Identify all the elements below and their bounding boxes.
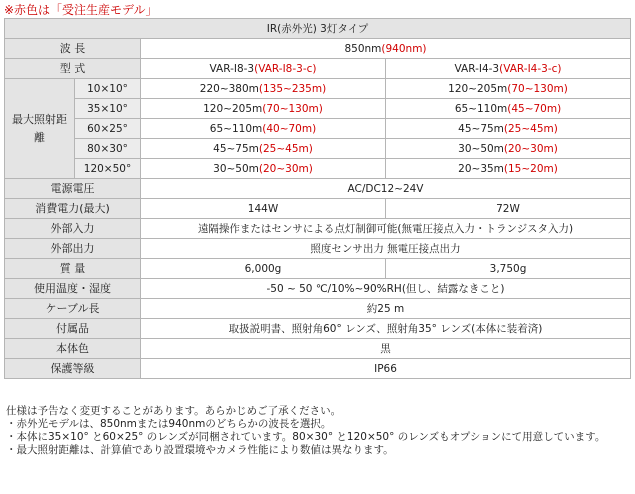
temp-label: 使用温度・湿度 bbox=[5, 279, 141, 299]
mass-label: 質 量 bbox=[5, 259, 141, 279]
distance-a: 65~110m(40~70m) bbox=[141, 119, 386, 139]
ext-input-value: 遠隔操作またはセンサによる点灯制御可能(無電圧接点入力・トランジスタ入力) bbox=[141, 219, 631, 239]
custom-order-note: ※赤色は「受注生産モデル」 bbox=[4, 3, 158, 17]
body-color-row bbox=[5, 339, 631, 359]
angle-label: 10×10° bbox=[75, 79, 141, 99]
power-a: 144W bbox=[141, 199, 386, 219]
distance-b: 65~110m(45~70m) bbox=[386, 99, 631, 119]
distance-label: 最大照射距離 bbox=[5, 79, 75, 179]
mass-b: 3,750g bbox=[386, 259, 631, 279]
footnotes bbox=[6, 405, 631, 457]
accessories-value: 取扱説明書、照射角60° レンズ、照射角35° レンズ(本体に装着済) bbox=[141, 319, 631, 339]
distance-a: 220~380m(135~235m) bbox=[141, 79, 386, 99]
temp-row bbox=[5, 279, 631, 299]
power-label: 消費電力(最大) bbox=[5, 199, 141, 219]
wavelength-row bbox=[5, 39, 631, 59]
voltage-row bbox=[5, 179, 631, 199]
ext-output-row bbox=[5, 239, 631, 259]
body-color-value: 黒 bbox=[141, 339, 631, 359]
protection-row bbox=[5, 359, 631, 379]
distance-row bbox=[5, 119, 631, 139]
body-color-label: 本体色 bbox=[5, 339, 141, 359]
distance-row bbox=[5, 139, 631, 159]
footnote: ・赤外光モデルは、850nmまたは940nmのどちらかの波長を選択。 bbox=[6, 418, 332, 430]
distance-a: 45~75m(25~45m) bbox=[141, 139, 386, 159]
distance-b: 30~50m(20~30m) bbox=[386, 139, 631, 159]
model-label: 型 式 bbox=[5, 59, 141, 79]
angle-label: 80×30° bbox=[75, 139, 141, 159]
footnote: ・最大照射距離は、計算値であり設置環境やカメラ性能により数値は異なります。 bbox=[6, 444, 394, 456]
distance-a: 30~50m(20~30m) bbox=[141, 159, 386, 179]
ext-input-row bbox=[5, 219, 631, 239]
distance-row bbox=[5, 159, 631, 179]
ext-output-label: 外部出力 bbox=[5, 239, 141, 259]
angle-label: 35×10° bbox=[75, 99, 141, 119]
table-header: IR(赤外光) 3灯タイプ bbox=[5, 19, 631, 39]
spec-table bbox=[4, 18, 631, 379]
distance-a: 120~205m(70~130m) bbox=[141, 99, 386, 119]
model-a: VAR-I8-3(VAR-I8-3-c) bbox=[141, 59, 386, 79]
power-row bbox=[5, 199, 631, 219]
mass-a: 6,000g bbox=[141, 259, 386, 279]
accessories-row bbox=[5, 319, 631, 339]
cable-row bbox=[5, 299, 631, 319]
protection-label: 保護等級 bbox=[5, 359, 141, 379]
protection-value: IP66 bbox=[141, 359, 631, 379]
angle-label: 60×25° bbox=[75, 119, 141, 139]
accessories-label: 付属品 bbox=[5, 319, 141, 339]
power-b: 72W bbox=[386, 199, 631, 219]
footnote: ・本体に35×10° と60×25° のレンズが同梱されています。80×30° と120×50° のレンズもオプションにて用意しています。 bbox=[6, 431, 606, 443]
footnote: 仕様は予告なく変更することがあります。あらかじめご了承ください。 bbox=[6, 405, 342, 417]
voltage-label: 電源電圧 bbox=[5, 179, 141, 199]
ext-output-value: 照度センサ出力 無電圧接点出力 bbox=[141, 239, 631, 259]
ext-input-label: 外部入力 bbox=[5, 219, 141, 239]
angle-label: 120×50° bbox=[75, 159, 141, 179]
distance-row bbox=[5, 99, 631, 119]
header-row bbox=[5, 19, 631, 39]
distance-b: 20~35m(15~20m) bbox=[386, 159, 631, 179]
model-b: VAR-I4-3(VAR-I4-3-c) bbox=[386, 59, 631, 79]
voltage-value: AC/DC12~24V bbox=[141, 179, 631, 199]
wavelength-value: 850nm(940nm) bbox=[141, 39, 631, 59]
cable-value: 約25 m bbox=[141, 299, 631, 319]
cable-label: ケーブル長 bbox=[5, 299, 141, 319]
distance-row bbox=[5, 79, 631, 99]
model-row bbox=[5, 59, 631, 79]
mass-row bbox=[5, 259, 631, 279]
distance-b: 120~205m(70~130m) bbox=[386, 79, 631, 99]
distance-b: 45~75m(25~45m) bbox=[386, 119, 631, 139]
temp-value: -50 ~ 50 ℃/10%~90%RH(但し、結露なきこと) bbox=[141, 279, 631, 299]
wavelength-label: 波 長 bbox=[5, 39, 141, 59]
